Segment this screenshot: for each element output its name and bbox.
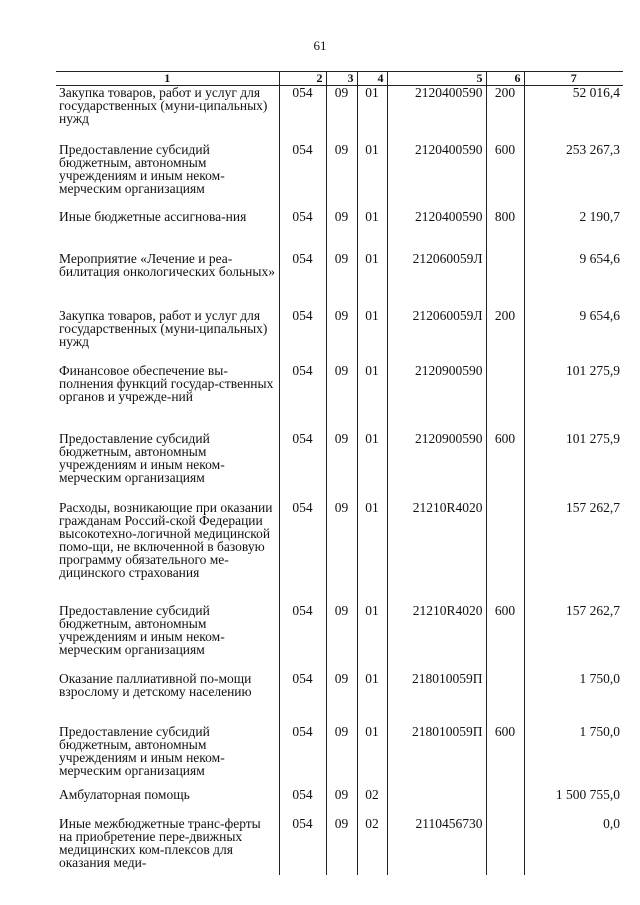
- column-header: 2: [279, 72, 326, 86]
- expense-type-cell: [486, 672, 524, 725]
- ved-code-cell: 054: [279, 604, 326, 672]
- section-code-cell: 09: [326, 604, 357, 672]
- subsection-code-cell: 01: [357, 672, 387, 725]
- table-row: [56, 817, 623, 875]
- subsection-code-cell: 01: [357, 252, 387, 309]
- target-article-cell: 21210R4020: [387, 604, 486, 672]
- ved-code-cell: 054: [279, 432, 326, 501]
- table-row: [56, 252, 623, 309]
- target-article-cell: 218010059П: [387, 725, 486, 788]
- row-name-cell: Предоставление субсидий бюджетным, автономным учреждениям и иным неком-мерческим организациям: [59, 602, 225, 657]
- expense-type-cell: 200: [486, 309, 524, 364]
- table-row: [56, 725, 623, 788]
- target-article-cell: 2120900590: [387, 364, 486, 432]
- amount-cell: 157 262,7: [524, 501, 623, 604]
- section-code-cell: 09: [326, 432, 357, 501]
- table-row: [56, 309, 623, 364]
- expense-type-cell: 600: [486, 143, 524, 210]
- ved-code-cell: 054: [279, 86, 326, 143]
- ved-code-cell: 054: [279, 364, 326, 432]
- subsection-code-cell: 01: [357, 604, 387, 672]
- amount-cell: 101 275,9: [524, 364, 623, 432]
- column-header: 6: [486, 72, 524, 86]
- row-name-cell: Предоставление субсидий бюджетным, автономным учреждениям и иным неком-мерческим организациям: [59, 141, 225, 196]
- table-row: [56, 143, 623, 210]
- expense-type-cell: [486, 501, 524, 604]
- amount-cell: 0,0: [524, 817, 623, 875]
- amount-cell: 1 500 755,0: [524, 788, 623, 817]
- subsection-code-cell: 01: [357, 725, 387, 788]
- target-article-cell: 21210R4020: [387, 501, 486, 604]
- subsection-code-cell: 01: [357, 210, 387, 252]
- table-row: [56, 788, 623, 817]
- table-row: [56, 364, 623, 432]
- ved-code-cell: 054: [279, 143, 326, 210]
- target-article-cell: 212060059Л: [387, 252, 486, 309]
- ved-code-cell: 054: [279, 210, 326, 252]
- expense-type-cell: [486, 788, 524, 817]
- table-body: [56, 86, 623, 875]
- ved-code-cell: 054: [279, 501, 326, 604]
- section-code-cell: 09: [326, 725, 357, 788]
- amount-cell: 157 262,7: [524, 604, 623, 672]
- amount-cell: 253 267,3: [524, 143, 623, 210]
- ved-code-cell: 054: [279, 309, 326, 364]
- subsection-code-cell: 01: [357, 432, 387, 501]
- row-name-cell: Закупка товаров, работ и услуг для государственных (муни-ципальных) нужд: [59, 307, 268, 349]
- expense-type-cell: [486, 364, 524, 432]
- row-name-cell: Иные бюджетные ассигнова-ния: [59, 208, 247, 224]
- target-article-cell: 2120900590: [387, 432, 486, 501]
- amount-cell: 1 750,0: [524, 672, 623, 725]
- section-code-cell: 09: [326, 143, 357, 210]
- section-code-cell: 09: [326, 364, 357, 432]
- amount-cell: 9 654,6: [524, 252, 623, 309]
- target-article-cell: 2120400590: [387, 143, 486, 210]
- section-code-cell: 09: [326, 672, 357, 725]
- ved-code-cell: 054: [279, 252, 326, 309]
- table-row: [56, 432, 623, 501]
- section-code-cell: 09: [326, 309, 357, 364]
- subsection-code-cell: 01: [357, 143, 387, 210]
- subsection-code-cell: 02: [357, 817, 387, 875]
- section-code-cell: 09: [326, 788, 357, 817]
- row-name-cell: Предоставление субсидий бюджетным, автономным учреждениям и иным неком-мерческим организациям: [59, 723, 225, 778]
- ved-code-cell: 054: [279, 725, 326, 788]
- target-article-cell: 2120400590: [387, 210, 486, 252]
- table-row: [56, 86, 623, 143]
- amount-cell: 9 654,6: [524, 309, 623, 364]
- section-code-cell: 09: [326, 501, 357, 604]
- table-row: [56, 501, 623, 604]
- target-article-cell: 218010059П: [387, 672, 486, 725]
- column-header: 4: [357, 72, 387, 86]
- budget-table: [56, 71, 623, 875]
- target-article-cell: 212060059Л: [387, 309, 486, 364]
- subsection-code-cell: 01: [357, 309, 387, 364]
- section-code-cell: 09: [326, 817, 357, 875]
- target-article-cell: 2120400590: [387, 86, 486, 143]
- ved-code-cell: 054: [279, 788, 326, 817]
- section-code-cell: 09: [326, 252, 357, 309]
- column-header: 1: [56, 72, 279, 86]
- row-name-cell: Оказание паллиативной по-мощи взрослому и детскому населению: [59, 670, 252, 699]
- row-name-cell: Расходы, возникающие при оказании гражданам Россий-ской Федерации высокотехно-логичной медицинской помо-щи, не включенной в базовую программу обязательного ме-дицинского страхования: [59, 499, 273, 580]
- expense-type-cell: 600: [486, 604, 524, 672]
- expense-type-cell: [486, 252, 524, 309]
- ved-code-cell: 054: [279, 817, 326, 875]
- subsection-code-cell: 01: [357, 364, 387, 432]
- row-name-cell: Иные межбюджетные транс-ферты на приобретение пере-движных медицинских ком-плексов для оказания меди-: [59, 815, 261, 870]
- section-code-cell: 09: [326, 210, 357, 252]
- table-row: [56, 604, 623, 672]
- table-row: [56, 672, 623, 725]
- ved-code-cell: 054: [279, 672, 326, 725]
- amount-cell: 52 016,4: [524, 86, 623, 143]
- amount-cell: 101 275,9: [524, 432, 623, 501]
- column-number-row: [56, 72, 623, 86]
- column-header: 5: [387, 72, 486, 86]
- row-name-cell: Амбулаторная помощь: [59, 786, 190, 802]
- page-number: 61: [313, 38, 327, 53]
- column-header: 3: [326, 72, 357, 86]
- section-code-cell: 09: [326, 86, 357, 143]
- row-name-cell: Предоставление субсидий бюджетным, автономным учреждениям и иным неком-мерческим организациям: [59, 430, 225, 485]
- expense-type-cell: 600: [486, 432, 524, 501]
- amount-cell: 2 190,7: [524, 210, 623, 252]
- subsection-code-cell: 01: [357, 501, 387, 604]
- expense-type-cell: 200: [486, 86, 524, 143]
- expense-type-cell: 600: [486, 725, 524, 788]
- subsection-code-cell: 01: [357, 86, 387, 143]
- row-name-cell: Закупка товаров, работ и услуг для государственных (муни-ципальных) нужд: [59, 85, 268, 126]
- table-row: [56, 210, 623, 252]
- row-name-cell: Мероприятие «Лечение и реа-билитация онкологических больных»: [59, 250, 275, 279]
- expense-type-cell: [486, 817, 524, 875]
- subsection-code-cell: 02: [357, 788, 387, 817]
- target-article-cell: 2110456730: [387, 817, 486, 875]
- target-article-cell: [387, 788, 486, 817]
- column-header: 7: [524, 72, 623, 86]
- amount-cell: 1 750,0: [524, 725, 623, 788]
- row-name-cell: Финансовое обеспечение вы-полнения функций государ-ственных органов и учрежде-ний: [59, 362, 274, 404]
- expense-type-cell: 800: [486, 210, 524, 252]
